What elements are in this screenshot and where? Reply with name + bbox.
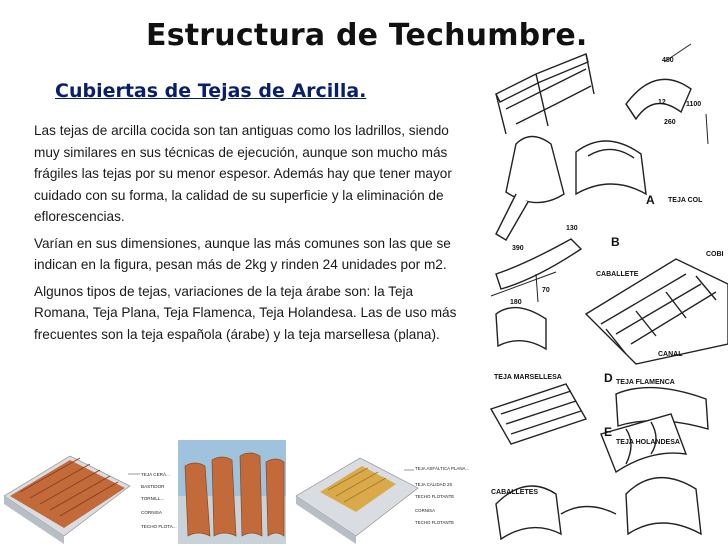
body-text (34, 120, 468, 350)
cobija-label: COBI (706, 251, 724, 258)
caballetes-label: CABALLETES (491, 489, 539, 496)
right-photo-labels (404, 466, 469, 525)
canal-label: CANAL (658, 351, 683, 358)
slide-title: Estructura de Techumbre. (146, 18, 588, 53)
left-label-3: TORNILL... (141, 496, 165, 501)
right-label-5: TECHO FLOTANTE (415, 520, 455, 525)
roof-section-photo-left (4, 456, 130, 544)
left-label-4: CORNISA (141, 510, 162, 515)
slide-subtitle: Cubiertas de Tejas de Arcilla. (55, 80, 367, 102)
paragraph-2: Varían en sus dimensiones, aunque las más comunes son las que se indican en la figura, pesan más de 2kg y rinden 24 unidades por m2. (34, 235, 451, 272)
letter-b-label: B (611, 235, 620, 249)
caballete-label: CABALLETE (596, 271, 639, 278)
tile-types-illustration (476, 34, 728, 546)
dim-130-label: 130 (566, 225, 578, 232)
dim-390-label: 390 (512, 245, 524, 252)
dim-180-label: 180 (510, 299, 522, 306)
roof-section-photo-right (296, 458, 418, 544)
left-label-1: TEJA CERÁ... (141, 472, 170, 477)
paragraph-1: Las tejas de arcilla cocida son tan antiguas como los ladrillos, siendo muy similares en sus técnicas de ejecución, aunque son mucho más frágiles las tejas por su menor espesor. Además hay que tener mayor cuidado con su forma, la calidad de su superficie y la eliminación de eflorescencias. (34, 123, 452, 224)
dim-1100-label: 1100 (686, 101, 702, 108)
left-label-2: BASTIDOR (141, 484, 165, 489)
right-label-4: CORNISA (415, 508, 436, 513)
letter-d-label: D (604, 371, 613, 385)
right-label-1: TEJA ASFÁLTICA PLANA... (415, 466, 470, 471)
dim-12-label: 12 (658, 99, 666, 106)
dim-260-label: 260 (664, 119, 676, 126)
right-label-2: TEJA CALIDAD 2S (415, 482, 453, 487)
marsellesa-label: TEJA MARSELLESA (494, 374, 562, 381)
dim-70-label: 70 (542, 287, 550, 294)
dim-450-label: 450 (662, 57, 674, 64)
paragraph-3: Algunos tipos de tejas, variaciones de la teja árabe son: la Teja Romana, Teja Plana, Teja Flamenca, Teja Holandesa. Las de uso más frecuentes son la teja española (árabe) y la teja marsellesa (plana). (34, 283, 457, 342)
letter-a-label: A (646, 193, 655, 207)
roof-tiles-photo (178, 440, 286, 544)
caption-a-label: TEJA COL (668, 197, 703, 204)
holandesa-label: TEJA HOLANDESA (616, 439, 680, 446)
left-label-5: TECHO FLOTA... (141, 524, 177, 529)
letter-e-label: E (604, 425, 613, 439)
right-label-3: TECHO FLOTANTE (415, 494, 455, 499)
flamenca-label: TEJA FLAMENCA (616, 379, 675, 386)
roof-photos-strip (0, 436, 476, 546)
left-photo-labels (128, 471, 177, 529)
